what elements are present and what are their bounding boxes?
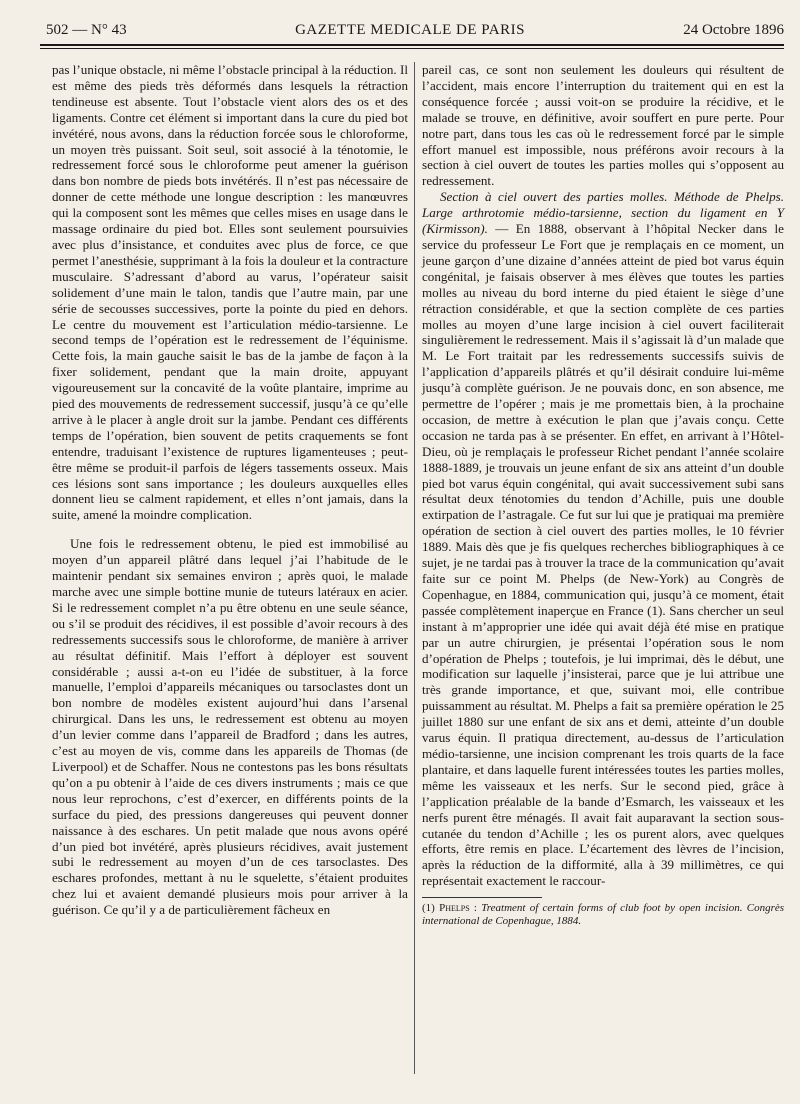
left-column xyxy=(52,62,408,918)
right-column xyxy=(422,62,784,928)
section-paragraph xyxy=(422,189,784,889)
footnote-rule xyxy=(422,897,542,898)
section-heading: Section à ciel ouvert des parties molles. Méthode de Phelps. Large arthrotomie médio-tarsienne, section du ligament en Y (Kirmisson). xyxy=(422,189,784,237)
footnote xyxy=(422,902,784,928)
issue-date: 24 Octobre 1896 xyxy=(683,22,784,38)
header-rule-thick xyxy=(40,44,784,46)
paragraph: pas l’unique obstacle, ni même l’obstacle principal à la réduction. Il est même des pieds très déformés dans lesquels la rétraction tendineuse est absente. Tout l’obstacle vient alors des os et des ligaments. Contre cet élément si important dans la cure du pied bot invétéré, nous avons, dans la réduction forcée sous le chloroforme, un moyen très puissant. Soit seul, soit associé à la ténotomie, le redressement forcé sous le chloroforme peut amener la guérison dans bon nombre de pieds bots invétérés. Il n’est pas nécessaire de donner de cette méthode une longue description : les manœuvres qui la composent sont les mêmes que celles mises en usage dans le massage ordinaire du pied bot. Elles sont seulement poursuivies avec plus d’insistance, et conduites avec plus de force, ce que permet l’anesthésie, supprimant à la fois la douleur et la contracture musculaire. S’adressant d’abord au varus, l’opérateur saisit solidement d’une main le talon, tandis que l’autre main, par une série de secousses successives, porte la pointe du pied en dehors. Le centre du mouvement est l’articulation médio-tarsienne. Le second temps de l’opération est le redressement de l’équinisme. Cette fois, la main gauche saisit le bas de la jambe de façon à la fixer solidement, pendant que la main droite, appuyant vigoureusement sur la concavité de la voûte plantaire, imprime au pied des mouvements de redressement successif, jusqu’à ce qu’elle arrive à le placer à angle droit sur la jambe. Pendant ces différents temps de l’opération, bien souvent de petits craquements se font entendre, traduisant l’existence de ruptures ligamenteuses ; peut-être même se produit-il parfois de légers tassements osseux. Mais ces lésions sont sans importance ; les douleurs auxquelles elles donnent lieu se calment rapidement, et elles n’ont jamais, dans la suite, amené la moindre complication. xyxy=(52,62,408,523)
page-header xyxy=(36,18,784,44)
section-body: — En 1888, observant à l’hôpital Necker dans le service du professeur Le Fort que je remplaçais en ce moment, un jeune garçon d’une dizaine d’années atteint de pied bot varus équin congénital, je faisais observer à mes élèves que toutes les parties molles au niveau du bord interne du pied étaient le siège d’une rétraction considérable, et que la section complète de ces parties molles au moyen d’une large incision à ciel ouvert faciliterait singulièrement le redressement. Mais il s’agissait là d’un malade que M. Le Fort traitait par les redressements successifs suivis de l’application d’appareils plâtrés et qu’il désirait conduire lui-même jusqu’à complète guérison. Je ne pouvais donc, en son absence, me permettre de l’opérer ; mais je me promettais bien, à la prochaine occasion, de mettre à exécution le plan que j’avais conçu. Cette occasion ne tarda pas à se présenter. En effet, en arrivant à l’Hôtel-Dieu, où je remplaçais le professeur Richet pendant l’année scolaire 1888-1889, je trouvais un jeune enfant de six ans atteint d’un double pied bot varus équin congénital, qui avait successivement subi sans résultat deux ténotomies du tendon d’Achille, puis une double extirpation de l’astragale. Ce fut sur lui que je pratiquai ma première opération de section à ciel ouvert des parties molles, le 10 février 1889. Mais dès que je fis quelques recherches bibliographiques à ce sujet, je ne tardai pas à trouver la trace de la communication qu’avait faite sur ce point M. Phelps (de New-York) au Congrès de Copenhague, en 1884, communication qui, jusqu’à ce moment, était passée complètement inaperçue en France (1). Sans chercher un seul instant à m’approprier une idée qui avait déjà été mise en pratique par un autre chirurgien, je présentai l’opération sous le nom d’opération de Phelps ; toutefois, je lui imprimai, dès le début, une modification sur laquelle j’insisterai, parce que je lui attribue une très grande importance, et que, suivant moi, elle contribue puissamment au résultat. M. Phelps a fait sa première opération le 25 juillet 1880 sur une enfant de six ans et demi, atteinte d’un double varus équin. Il pratiqua directement, au-dessus de l’articulation médio-tarsienne, une incision comprenant les trois quarts de la face plantaire, et dans laquelle furent intéressées toutes les parties molles, même les vaisseaux et les nerfs. Sur le second pied, grâce à l’application préalable de la bande d’Esmarch, les vaisseaux et les nerfs purent être ménagés. Il avait fait auparavant la section sous-cutanée du tendon d’Achille ; les os purent alors, avec quelques efforts, être remis en place. L’écartement des lèvres de l’incision, après la réduction de la difformité, alla à 39 millimètres, ce qui représentait exactement le raccour- xyxy=(422,221,784,889)
footnote-marker: (1) xyxy=(422,902,435,915)
page-number: 502 — N° 43 xyxy=(46,22,127,38)
footnote-text: Treatment of certain forms of club foot by open incision. Congrès international de Copenhague, 1884. xyxy=(422,902,785,928)
journal-title: GAZETTE MEDICALE DE PARIS xyxy=(295,22,525,38)
header-rule-thin xyxy=(40,48,784,49)
column-divider xyxy=(414,62,415,1074)
paragraph: Une fois le redressement obtenu, le pied est immobilisé au moyen d’un appareil plâtré dans lequel j’ai l’habitude de le maintenir pendant six semaines environ ; après quoi, le malade marche avec une simple bottine munie de tuteurs latéraux en acier. Si le redressement complet n’a pu être obtenu en une seule séance, ou s’il se produit des récidives, il est possible d’avoir recours à des redressements successifs sous le chloroforme, de manière à arriver au résultat définitif. Mais l’effort à déployer est souvent considérable ; aussi a-t-on eu l’idée de substituer, à la force manuelle, l’emploi d’appareils mécaniques ou tarsoclastes dont un bon nombre de modèles existent aujourd’hui dans l’arsenal chirurgical. Dans les uns, le redressement est obtenu au moyen d’un levier comme dans l’appareil de Bradford ; dans les autres, c’est au moyen de vis, comme dans les appareils de Thomas (de Liverpool) et de Schaffer. Nous ne contestons pas les bons résultats qu’on a pu obtenir à l’aide de ces divers instruments ; mais ce que nous leur reprochons, c’est d’exercer, en différents points de la surface du pied, des pressions dangereuses qui peuvent donner naissance à des eschares. Un petit malade que nous avons opéré d’un pied bot invétéré, après plusieurs récidives, avait justement subi le redressement au moyen d’un de ces tarsoclastes. Des eschares profondes, mettant à nu le squelette, s’étaient produites chez lui et avaient demandé plusieurs mois pour arriver à la guérison. Ce qu’il y a de particulièrement fâcheux en xyxy=(52,536,408,918)
paragraph: pareil cas, ce sont non seulement les douleurs qui résultent de l’accident, mais encore l’interruption du traitement qui en est la conséquence forcée ; aussi voit-on se produire la récidive, et le malade se trouve, en définitive, avoir souffert en pure perte. Pour notre part, dans tous les cas où le redressement forcé par le simple effort manuel est impossible, nous préférons avoir recours à la section à ciel ouvert de toutes les parties molles qui s’opposent au redressement. xyxy=(422,62,784,189)
footnote-author: Phelps : xyxy=(439,902,477,915)
